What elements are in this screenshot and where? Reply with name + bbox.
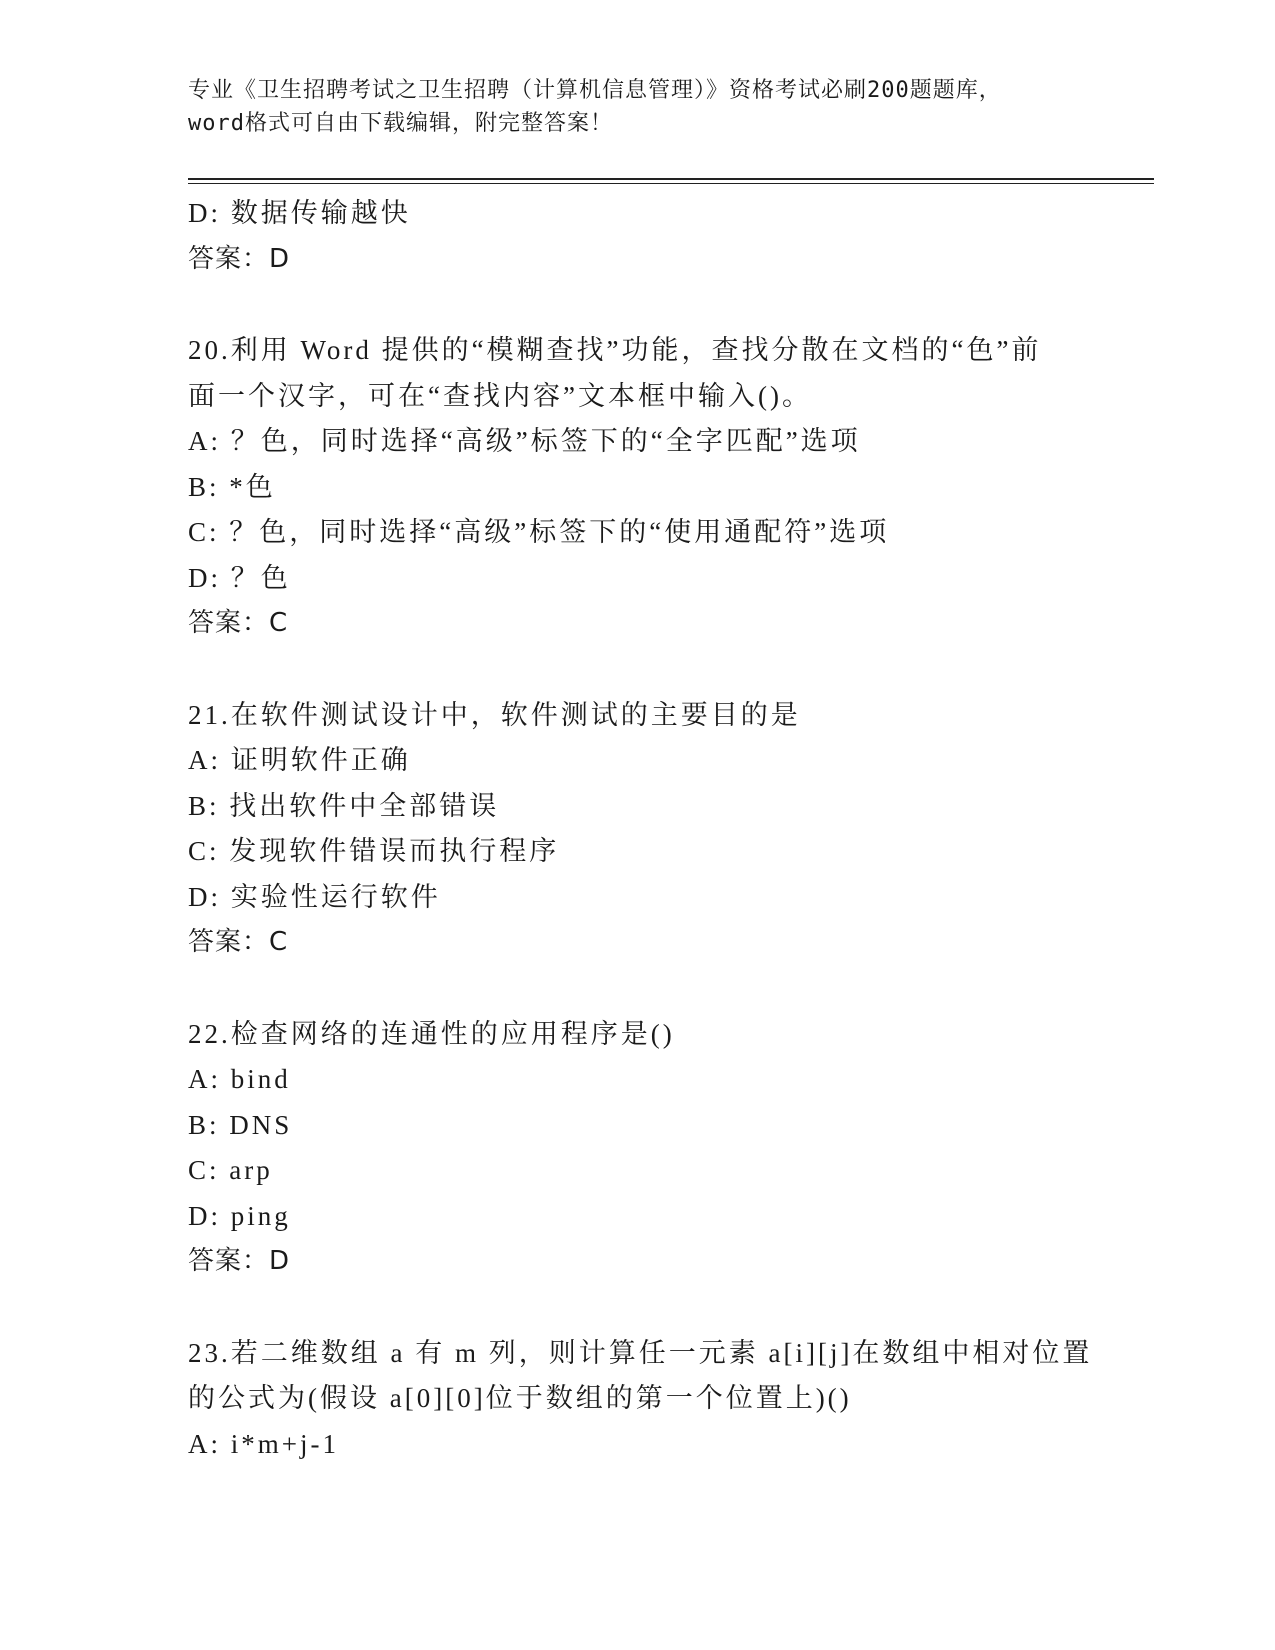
question-text: 面一个汉字，可在“查找内容”文本框中输入()。 (188, 380, 812, 411)
option-a: A: 证明软件正确 (188, 745, 411, 775)
option-c: C: arp (188, 1155, 273, 1185)
document-header (188, 74, 1088, 140)
question-text: 23.若二维数组 a 有 m 列，则计算任一元素 a[i][j]在数组中相对位置 (188, 1337, 1093, 1368)
answer-line: 答案：C (188, 608, 289, 638)
spacer (188, 282, 1148, 328)
header-title-line-2: word格式可自由下载编辑，附完整答案！ (188, 111, 613, 136)
question-text: 的公式为(假设 a[0][0]位于数组的第一个位置上)() (188, 1383, 852, 1413)
option-b: B: DNS (188, 1109, 293, 1140)
option-b: B: 找出软件中全部错误 (188, 790, 500, 821)
header-divider (188, 178, 1154, 180)
option-a: A: i*m+j-1 (188, 1428, 339, 1459)
option-a: A: bind (188, 1064, 291, 1094)
question-text: 21.在软件测试设计中，软件测试的主要目的是 (188, 699, 801, 730)
spacer (188, 647, 1148, 693)
option-d: D: 实验性运行软件 (188, 881, 441, 912)
question-text: 22.检查网络的连通性的应用程序是() (188, 1018, 675, 1049)
spacer (188, 1285, 1148, 1331)
header-divider-thin (188, 183, 1154, 184)
question-text: 20.利用 Word 提供的“模糊查找”功能，查找分散在文档的“色”前 (188, 335, 1042, 365)
answer-line: 答案：D (188, 243, 291, 274)
answer-line: 答案：D (188, 1246, 291, 1276)
question-list (188, 191, 1148, 1467)
option-c: C: ？色，同时选择“高级”标签下的“使用通配符”选项 (188, 517, 890, 547)
option-b: B: *色 (188, 471, 276, 502)
question-block (188, 1012, 1148, 1285)
option-a: A: ？色，同时选择“高级”标签下的“全字匹配”选项 (188, 426, 861, 456)
answer-line: 答案：C (188, 927, 289, 957)
question-block (188, 328, 1148, 647)
option-d: D: ping (188, 1200, 291, 1231)
question-block (188, 1331, 1148, 1468)
spacer (188, 966, 1148, 1012)
header-title-line-1: 专业《卫生招聘考试之卫生招聘（计算机信息管理）》资格考试必刷200题题库， (188, 78, 1002, 103)
option-d: D: 数据传输越快 (188, 198, 411, 228)
question-block (188, 693, 1148, 966)
option-d: D: ？色 (188, 562, 291, 593)
option-c: C: 发现软件错误而执行程序 (188, 836, 560, 866)
